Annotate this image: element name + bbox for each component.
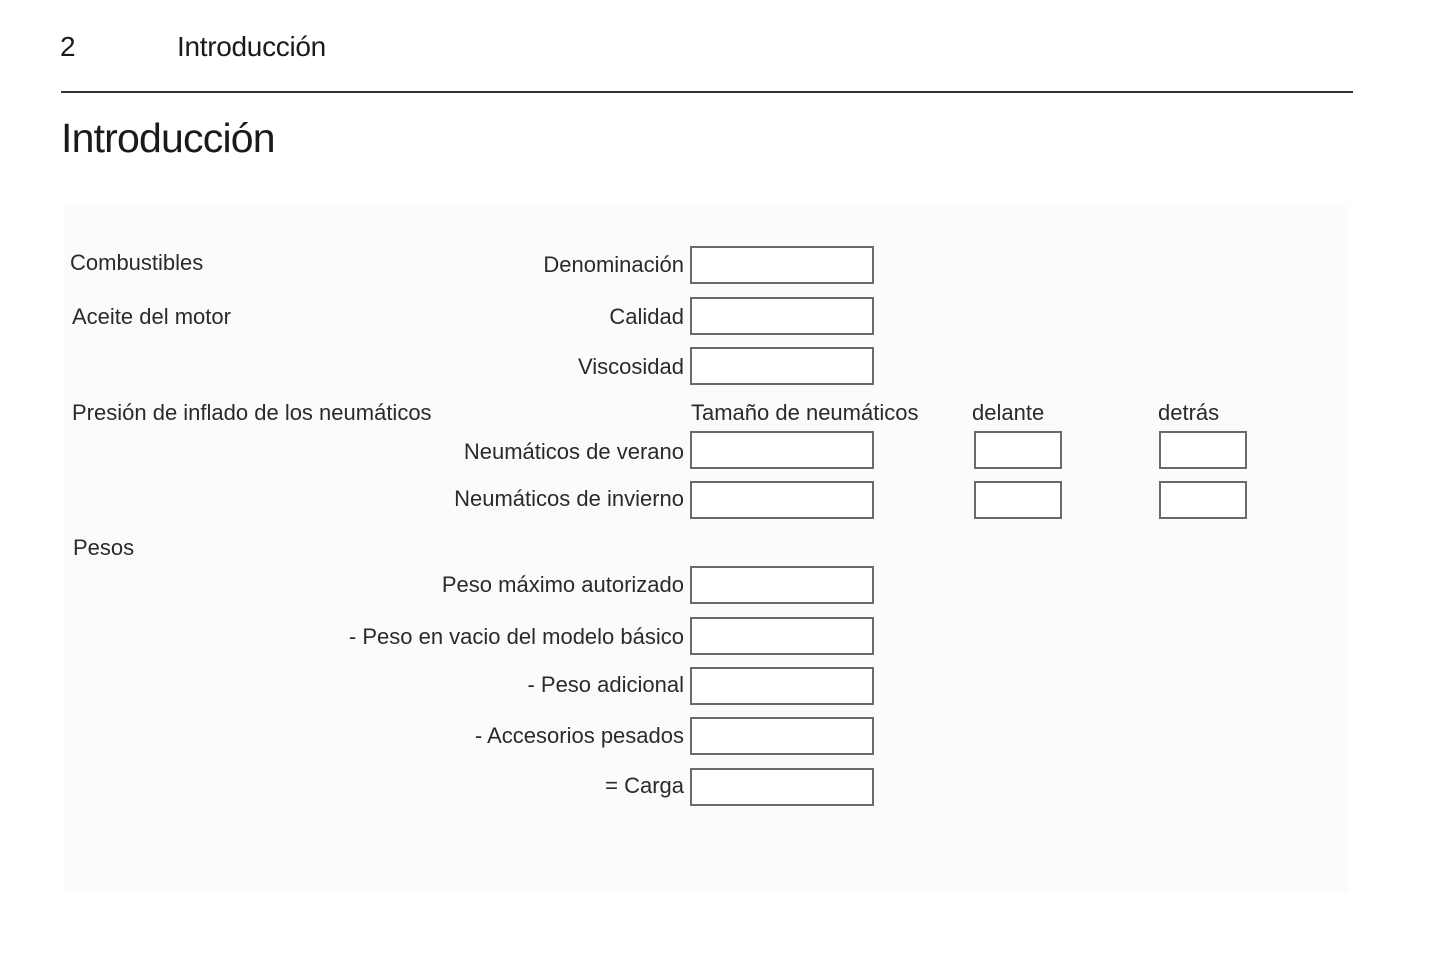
winter-rear-pressure-field[interactable]	[1159, 481, 1247, 519]
max-weight-field[interactable]	[690, 566, 874, 604]
front-column-header: delante	[972, 400, 1045, 425]
max-weight-label: Peso máximo autorizado	[441, 572, 684, 597]
form-panel	[63, 206, 1349, 892]
calidad-field[interactable]	[690, 297, 874, 335]
calidad-label: Calidad	[609, 304, 684, 329]
pesos-section-label: Pesos	[73, 535, 135, 560]
heavy-accessories-label: - Accesorios pesados	[474, 723, 684, 748]
summer-tires-label: Neumáticos de verano	[463, 439, 684, 464]
combustibles-section-label: Combustibles	[70, 250, 204, 275]
tire-size-column-header: Tamaño de neumáticos	[691, 400, 919, 425]
load-label: = Carga	[605, 773, 684, 798]
summer-tire-size-field[interactable]	[690, 431, 874, 469]
neumaticos-section-label: Presión de inflado de los neumáticos	[72, 400, 432, 425]
denominacion-field[interactable]	[690, 246, 874, 284]
viscosidad-label: Viscosidad	[578, 354, 684, 379]
extra-weight-field[interactable]	[690, 667, 874, 705]
extra-weight-label: - Peso adicional	[527, 672, 684, 697]
viscosidad-field[interactable]	[690, 347, 874, 385]
heavy-accessories-field[interactable]	[690, 717, 874, 755]
header-rule	[61, 91, 1353, 93]
page-title: Introducción	[61, 115, 275, 161]
empty-weight-field[interactable]	[690, 617, 874, 655]
summer-rear-pressure-field[interactable]	[1159, 431, 1247, 469]
winter-tire-size-field[interactable]	[690, 481, 874, 519]
empty-weight-label: - Peso en vacio del modelo básico	[348, 624, 684, 649]
rear-column-header: detrás	[1158, 400, 1220, 425]
page-number: 2	[60, 31, 76, 62]
running-header: Introducción	[177, 31, 326, 62]
denominacion-label: Denominación	[543, 252, 684, 277]
aceite-section-label: Aceite del motor	[72, 304, 231, 329]
winter-tires-label: Neumáticos de invierno	[454, 486, 684, 511]
summer-front-pressure-field[interactable]	[974, 431, 1062, 469]
load-field[interactable]	[690, 768, 874, 806]
winter-front-pressure-field[interactable]	[974, 481, 1062, 519]
